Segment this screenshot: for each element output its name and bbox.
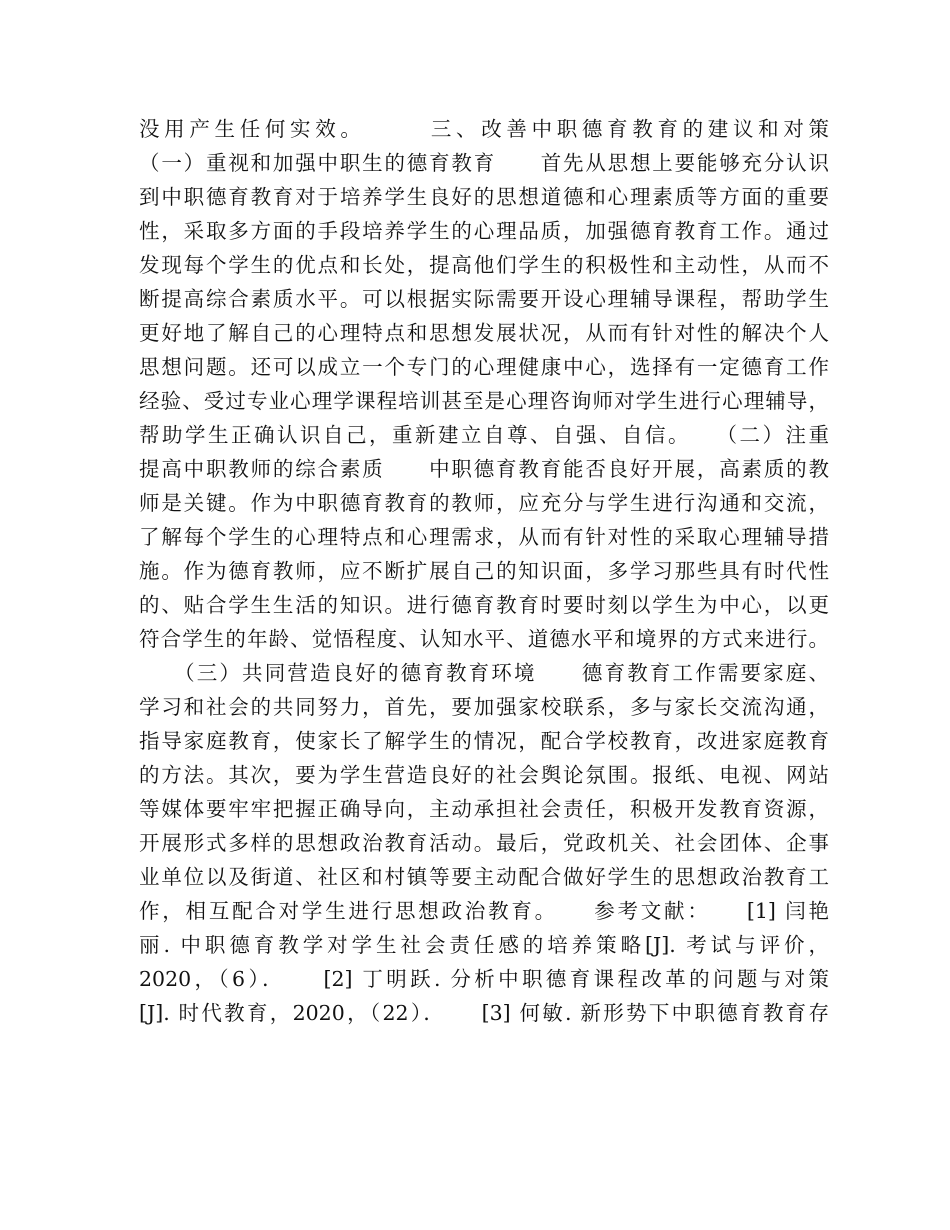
text-line: 性，采取多方面的手段培养学生的心理品质，加强德育教育工作。通过 bbox=[139, 219, 829, 243]
text-line: 丽. 中职德育教学对学生社会责任感的培养策略[J]. 考试与评价， bbox=[139, 933, 829, 957]
text-line: 更好地了解自己的心理特点和思想发展状况，从而有针对性的解决个人 bbox=[139, 321, 829, 345]
text-line: [J]. 时代教育，2020，（22）． [3] 何敏. 新形势下中职德育教育存 bbox=[139, 1001, 829, 1025]
text-line: 到中职德育教育对于培养学生良好的思想道德和心理素质等方面的重要 bbox=[139, 185, 829, 209]
text-line: 学习和社会的共同努力，首先，要加强家校联系，多与家长交流沟通， bbox=[139, 695, 829, 719]
text-line: 开展形式多样的思想政治教育活动。最后，党政机关、社会团体、企事 bbox=[139, 831, 829, 855]
text-line: 指导家庭教育，使家长了解学生的情况，配合学校教育，改进家庭教育 bbox=[139, 729, 829, 753]
text-line: 了解每个学生的心理特点和心理需求，从而有针对性的采取心理辅导措 bbox=[139, 525, 829, 549]
text-line: 的、贴合学生生活的知识。进行德育教育时要时刻以学生为中心，以更 bbox=[139, 593, 829, 617]
text-line: 2020，（6）． [2] 丁明跃. 分析中职德育课程改革的问题与对策 bbox=[139, 967, 829, 991]
text-line: 思想问题。还可以成立一个专门的心理健康中心，选择有一定德育工作 bbox=[139, 355, 829, 379]
text-line: 经验、受过专业心理学课程培训甚至是心理咨询师对学生进行心理辅导， bbox=[139, 389, 829, 413]
text-line: 业单位以及街道、社区和村镇等要主动配合做好学生的思想政治教育工 bbox=[139, 865, 829, 889]
text-line: 的方法。其次，要为学生营造良好的社会舆论氛围。报纸、电视、网站 bbox=[139, 763, 829, 787]
text-line: 施。作为德育教师，应不断扩展自己的知识面，多学习那些具有时代性 bbox=[139, 559, 829, 583]
text-line: 提高中职教师的综合素质 中职德育教育能否良好开展，高素质的教 bbox=[139, 457, 829, 481]
text-line: 等媒体要牢牢把握正确导向，主动承担社会责任，积极开发教育资源， bbox=[139, 797, 829, 821]
text-line: 帮助学生正确认识自己，重新建立自尊、自强、自信。 （二）注重 bbox=[139, 423, 829, 447]
text-line: （三）共同营造良好的德育教育环境 德育教育工作需要家庭、 bbox=[139, 661, 829, 685]
text-line: 符合学生的年龄、觉悟程度、认知水平、道德水平和境界的方式来进行。 bbox=[139, 627, 829, 651]
text-line: 发现每个学生的优点和长处，提高他们学生的积极性和主动性，从而不 bbox=[139, 253, 829, 277]
text-line: 作，相互配合对学生进行思想政治教育。 参考文献： [1] 闫艳 bbox=[139, 899, 829, 923]
text-line: 没用产生任何实效。 三、改善中职德育教育的建议和对策 bbox=[139, 117, 829, 141]
text-line: 师是关键。作为中职德育教育的教师，应充分与学生进行沟通和交流， bbox=[139, 491, 829, 515]
text-line: （一）重视和加强中职生的德育教育 首先从思想上要能够充分认识 bbox=[139, 151, 829, 175]
text-line: 断提高综合素质水平。可以根据实际需要开设心理辅导课程，帮助学生 bbox=[139, 287, 829, 311]
